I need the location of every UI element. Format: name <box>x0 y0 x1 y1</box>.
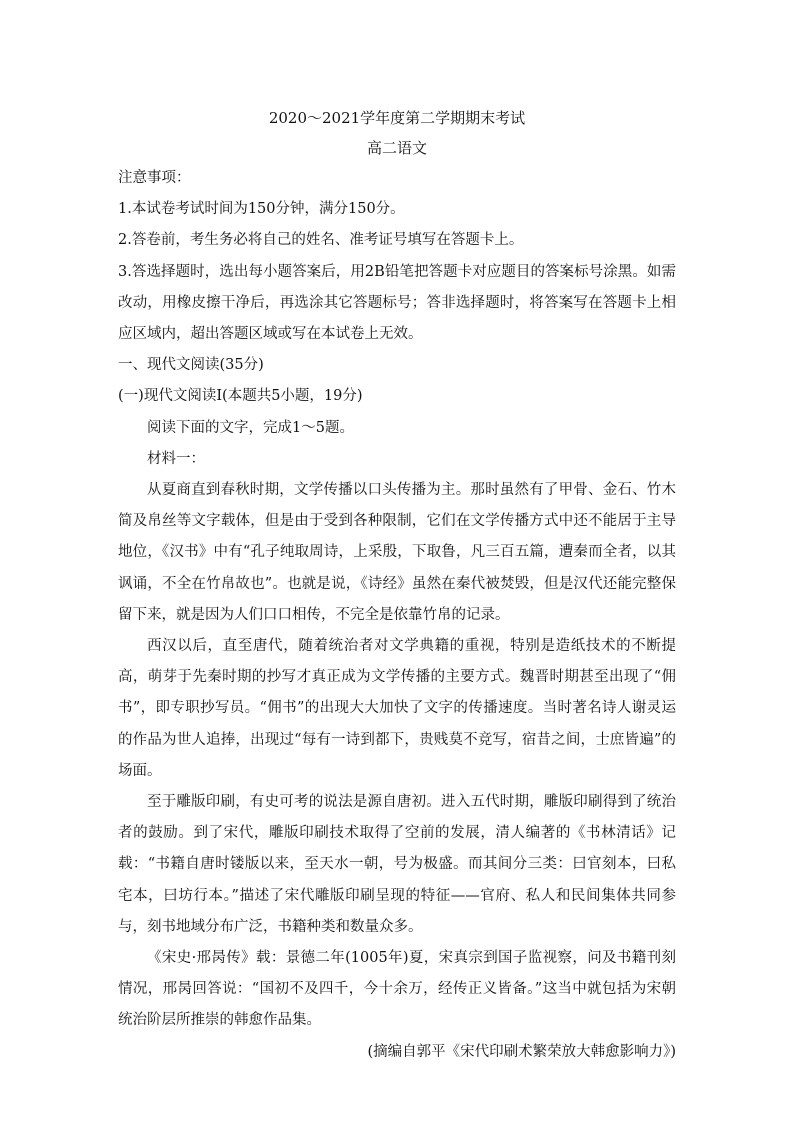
material-source: (摘编自郭平《宋代印刷术繁荣放大韩愈影响力》) <box>367 1043 676 1060</box>
exam-title: 2020～2021学年度第二学期期末考试 <box>268 109 526 127</box>
section-subheading: (一)现代文阅读Ⅰ(本题共5小题，19分) <box>118 388 363 405</box>
material-paragraph-2: 西汉以后，直至唐代，随着统治者对文学典籍的重视，特别是造纸技术的不断提高，萌芽于先秦时期的抄写才真正成为文学传播的主要方式。魏晋时期甚至出现了“佣书”，即专职抄写员。“佣书”的出现大大加快了文字的传播速度。当时著名诗人谢灵运的作品为世人追捧，出现过“每有一诗到都下，贵贱莫不竞写，宿昔之间，士庶皆遍”的场面。 <box>118 638 676 779</box>
exam-subject: 高二语文 <box>366 139 427 157</box>
material-paragraph-4: 《宋史·邢昺传》载：景德二年(1005年)夏，宋真宗到国子监视察，问及书籍刊刻情况，邢昺回答说：“国初不及四千，今十余万，经传正义皆备。”这当中就包括为宋朝统治阶层所推崇的韩愈作品集。 <box>118 950 676 1029</box>
note-item-3: 3.答选择题时，选出每小题答案后，用2B铅笔把答题卡对应题目的答案标号涂黑。如需改动，用橡皮擦干净后，再选涂其它答题标号；答非选择题时，将答案写在答题卡上相应区域内，超出答题区域或写在本试卷上无效。 <box>118 263 676 343</box>
material-paragraph-3: 至于雕版印刷，有史可考的说法是源自唐初。进入五代时期，雕版印刷得到了统治者的鼓励。到了宋代，雕版印刷技术取得了空前的发展，清人编著的《书林清话》记载：“书籍自唐时镂版以来，至天水一朝，号为极盛。而其间分三类：曰官刻本，曰私宅本，曰坊行本。”描述了宋代雕版印刷呈现的特征——官府、私人和民间集体共同参与，刻书地域分布广泛，书籍种类和数量众多。 <box>118 794 676 935</box>
note-item-2: 2.答卷前，考生务必将自己的姓名、准考证号填写在答题卡上。 <box>118 232 524 249</box>
material-paragraph-1: 从夏商直到春秋时期，文学传播以口头传播为主。那时虽然有了甲骨、金石、竹木简及帛丝等文字载体，但是由于受到各种限制，它们在文学传播方式中还不能居于主导地位，《汉书》中有“孔子纯取周诗，上采殷，下取鲁，凡三百五篇，遭秦而全者，以其讽诵，不全在竹帛故也”。也就是说，《诗经》虽然在秦代被焚毁，但是汉代还能完整保留下来，就是因为人们口口相传，不完全是依靠竹帛的记录。 <box>118 482 676 623</box>
material-label: 材料一： <box>147 450 205 467</box>
note-item-1: 1.本试卷考试时间为150分钟，满分150分。 <box>118 201 405 218</box>
reading-instruction: 阅读下面的文字，完成1～5题。 <box>147 419 354 436</box>
section-heading: 一、现代文阅读(35分) <box>118 357 264 374</box>
notes-heading: 注意事项： <box>118 170 191 186</box>
exam-page <box>118 103 676 1068</box>
